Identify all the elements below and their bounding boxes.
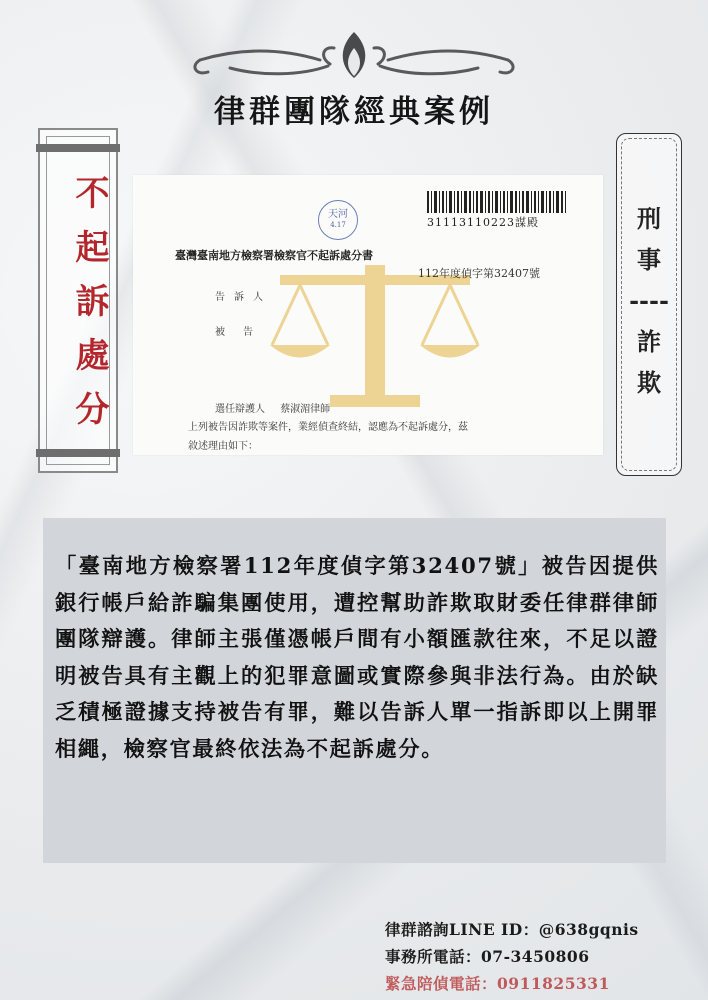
document-title: 臺灣臺南地方檢察署檢察官不起訴處分書 [175, 249, 373, 262]
complainant-label: 告訴人 [215, 292, 272, 303]
category-char: 事 [637, 245, 661, 274]
banner-cap-bottom [36, 449, 120, 457]
defendant-label: 被告 [215, 327, 271, 338]
category-char: 欺 [637, 368, 661, 397]
case-summary-box [43, 518, 666, 863]
document-body-line: 敘述理由如下： [188, 441, 258, 452]
urgent-phone: 緊急陪偵電話：0911825331 [385, 974, 610, 993]
category-char: 刑 [637, 204, 661, 233]
outcome-banner [38, 128, 118, 473]
document-body-line: 上列被告因詐欺等案件，業經偵查終結，認應為不起訴處分，茲 [188, 422, 468, 433]
stamp-date: 4.17 [330, 221, 346, 229]
defense-counsel-line [215, 400, 330, 415]
office-phone: 事務所電話：07-3450806 [385, 947, 590, 966]
banner-cap-top [36, 144, 120, 152]
page-title: 律群團隊經典案例 [214, 94, 494, 130]
ornament-divider [0, 18, 708, 88]
case-summary-text: 「臺南地方檢察署112年度偵字第32407號」被告因提供銀行帳戶給詐騙集團使用，遭控幫助詐欺取財委任律群律師團隊辯護。律師主張僅憑帳戶間有小額匯款往來，不足以證明被告具有主觀上的犯罪意圖或實際參與非法行為。由於缺乏積極證據支持被告有罪，難以告訴人單一指訴即以上開罪相繩，檢察官最終依法為不起訴處分。 [55, 553, 659, 761]
case-category-box [616, 133, 682, 476]
barcode-number: 31113110223謀殿 [427, 216, 539, 229]
receipt-stamp [318, 200, 358, 240]
category-separator: ---- [629, 286, 669, 315]
line-id: 律群諮詢LINE ID：@638gqnis [385, 920, 639, 939]
barcode [427, 191, 567, 213]
contact-info [385, 916, 705, 997]
outcome-label: 不起訴處分 [69, 175, 109, 445]
defense-lawyer: 蔡淑湄律師 [280, 404, 331, 415]
case-category [617, 198, 681, 403]
stamp-text: 天河 [328, 209, 348, 220]
category-char: 詐 [637, 327, 661, 356]
defense-label: 選任辯護人 [215, 404, 265, 415]
case-number: 112年度偵字第32407號 [418, 267, 540, 280]
